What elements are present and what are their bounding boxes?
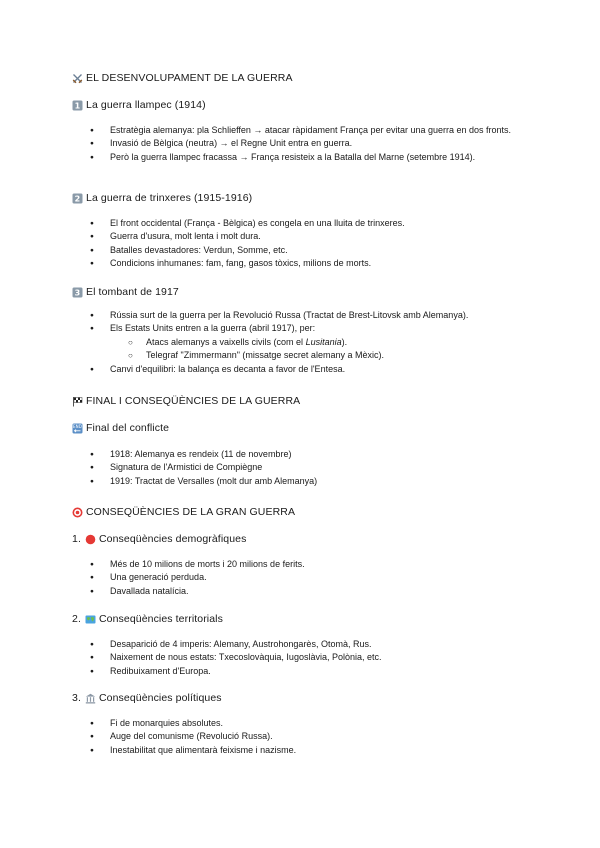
list-item: ● Naixement de nous estats: Txecoslovàquia, Iugoslàvia, Polònia, etc. [72, 651, 540, 664]
list-item: ● Davallada natalícia. [72, 585, 540, 598]
list-item: ● Guerra d'usura, molt lenta i molt dura. [72, 230, 540, 243]
list-item: ● 1919: Tractat de Versalles (molt dur amb Alemanya) [72, 475, 540, 488]
main-heading [72, 72, 540, 84]
end-arrow-icon [72, 423, 83, 434]
final-heading-text: FINAL I CONSEQÜÈNCIES DE LA GUERRA [86, 395, 301, 407]
main-heading-text: EL DESENVOLUPAMENT DE LA GUERRA [86, 72, 293, 84]
list-item: ● Redibuixament d'Europa. [72, 665, 540, 678]
consequence-2-heading-text: Conseqüències territorials [98, 613, 223, 625]
section-2-heading-text: La guerra de trinxeres (1915-1916) [86, 192, 253, 204]
final-subheading-text: Final del conflicte [86, 422, 170, 434]
section-2-list [72, 217, 540, 271]
list-item: ● Batalles devastadores: Verdun, Somme, etc. [72, 244, 540, 257]
consequence-1-number: 1. [72, 533, 81, 545]
consequence-3-list [72, 717, 540, 757]
consequences-heading-text: CONSEQÜÈNCIES DE LA GRAN GUERRA [86, 506, 296, 518]
classical-building-icon [85, 693, 96, 704]
section-1-heading-text: La guerra llampec (1914) [86, 99, 206, 111]
keycap-3-icon [72, 287, 83, 298]
list-item: ● 1918: Alemanya es rendeix (11 de novembre) [72, 448, 540, 461]
svg-text:2: 2 [74, 194, 81, 204]
target-icon [72, 507, 83, 518]
final-subheading [72, 422, 540, 434]
consequence-1-heading-text: Conseqüències demogràfiques [98, 533, 247, 545]
final-list [72, 448, 540, 488]
consequence-3-heading [72, 692, 540, 704]
consequence-2-list [72, 638, 540, 678]
section-3-list [72, 309, 540, 376]
list-item: ● Auge del comunisme (Revolució Russa). [72, 730, 540, 743]
chequered-flag-icon [72, 396, 83, 407]
consequence-3-heading-text: Conseqüències polítiques [98, 692, 222, 704]
consequence-2-number: 2. [72, 613, 81, 625]
sub-list-item [72, 336, 540, 349]
keycap-1-icon [72, 100, 83, 111]
consequence-2-heading [72, 613, 540, 625]
list-item: ● Desaparició de 4 imperis: Alemany, Austrohongarès, Otomà, Rus. [72, 638, 540, 651]
sub-list-item: ○ Telegraf "Zimmermann" (missatge secret alemany a Mèxic). [72, 349, 540, 362]
consequences-heading [72, 506, 540, 518]
world-map-icon [85, 614, 96, 625]
list-item: ● Més de 10 milions de morts i 20 milions de ferits. [72, 558, 540, 571]
list-item: ● Però la guerra llampec fracassa → França resisteix a la Batalla del Marne (setembre 1914). [72, 151, 540, 164]
ship-name: Lusitania [305, 336, 342, 347]
final-heading [72, 395, 540, 407]
list-item: ● Una generació perduda. [72, 571, 540, 584]
section-3-heading-text: El tombant de 1917 [86, 286, 179, 298]
consequence-1-list [72, 558, 540, 598]
keycap-2-icon [72, 193, 83, 204]
crossed-swords-icon [72, 73, 83, 84]
svg-text:3: 3 [74, 288, 81, 298]
list-item: ● Inestabilitat que alimentarà feixisme i nazisme. [72, 744, 540, 757]
list-item: ● El front occidental (França - Bèlgica) es congela en una lluita de trinxeres. [72, 217, 540, 230]
consequence-1-heading [72, 533, 540, 545]
consequence-3-number: 3. [72, 692, 81, 704]
list-item: ● Els Estats Units entren a la guerra (abril 1917), per: [72, 322, 540, 335]
section-1-list [72, 124, 540, 164]
red-circle-icon [85, 534, 96, 545]
section-3-heading [72, 286, 540, 298]
list-item: ● Condicions inhumanes: fam, fang, gasos tòxics, milions de morts. [72, 257, 540, 270]
svg-text:1: 1 [74, 101, 81, 111]
list-item: ● Estratègia alemanya: pla Schlieffen → atacar ràpidament França per evitar una guerra en dos fronts. [72, 124, 540, 137]
sub-item-text: Atacs alemanys a vaixells civils (com el [146, 336, 306, 347]
section-2-heading [72, 192, 540, 204]
list-item: ● Canvi d'equilibri: la balança es decanta a favor de l'Entesa. [72, 363, 540, 376]
list-item: ● Fi de monarquies absolutes. [72, 717, 540, 730]
sub-item-text-end: ). [341, 336, 348, 347]
list-item: ● Rússia surt de la guerra per la Revolució Russa (Tractat de Brest-Litovsk amb Alemanya). [72, 309, 540, 322]
svg-text:END: END [73, 423, 82, 429]
section-1-heading [72, 99, 540, 111]
list-item: ● Invasió de Bèlgica (neutra) → el Regne Unit entra en guerra. [72, 137, 540, 150]
list-item: ● Signatura de l'Armistici de Compiègne [72, 461, 540, 474]
